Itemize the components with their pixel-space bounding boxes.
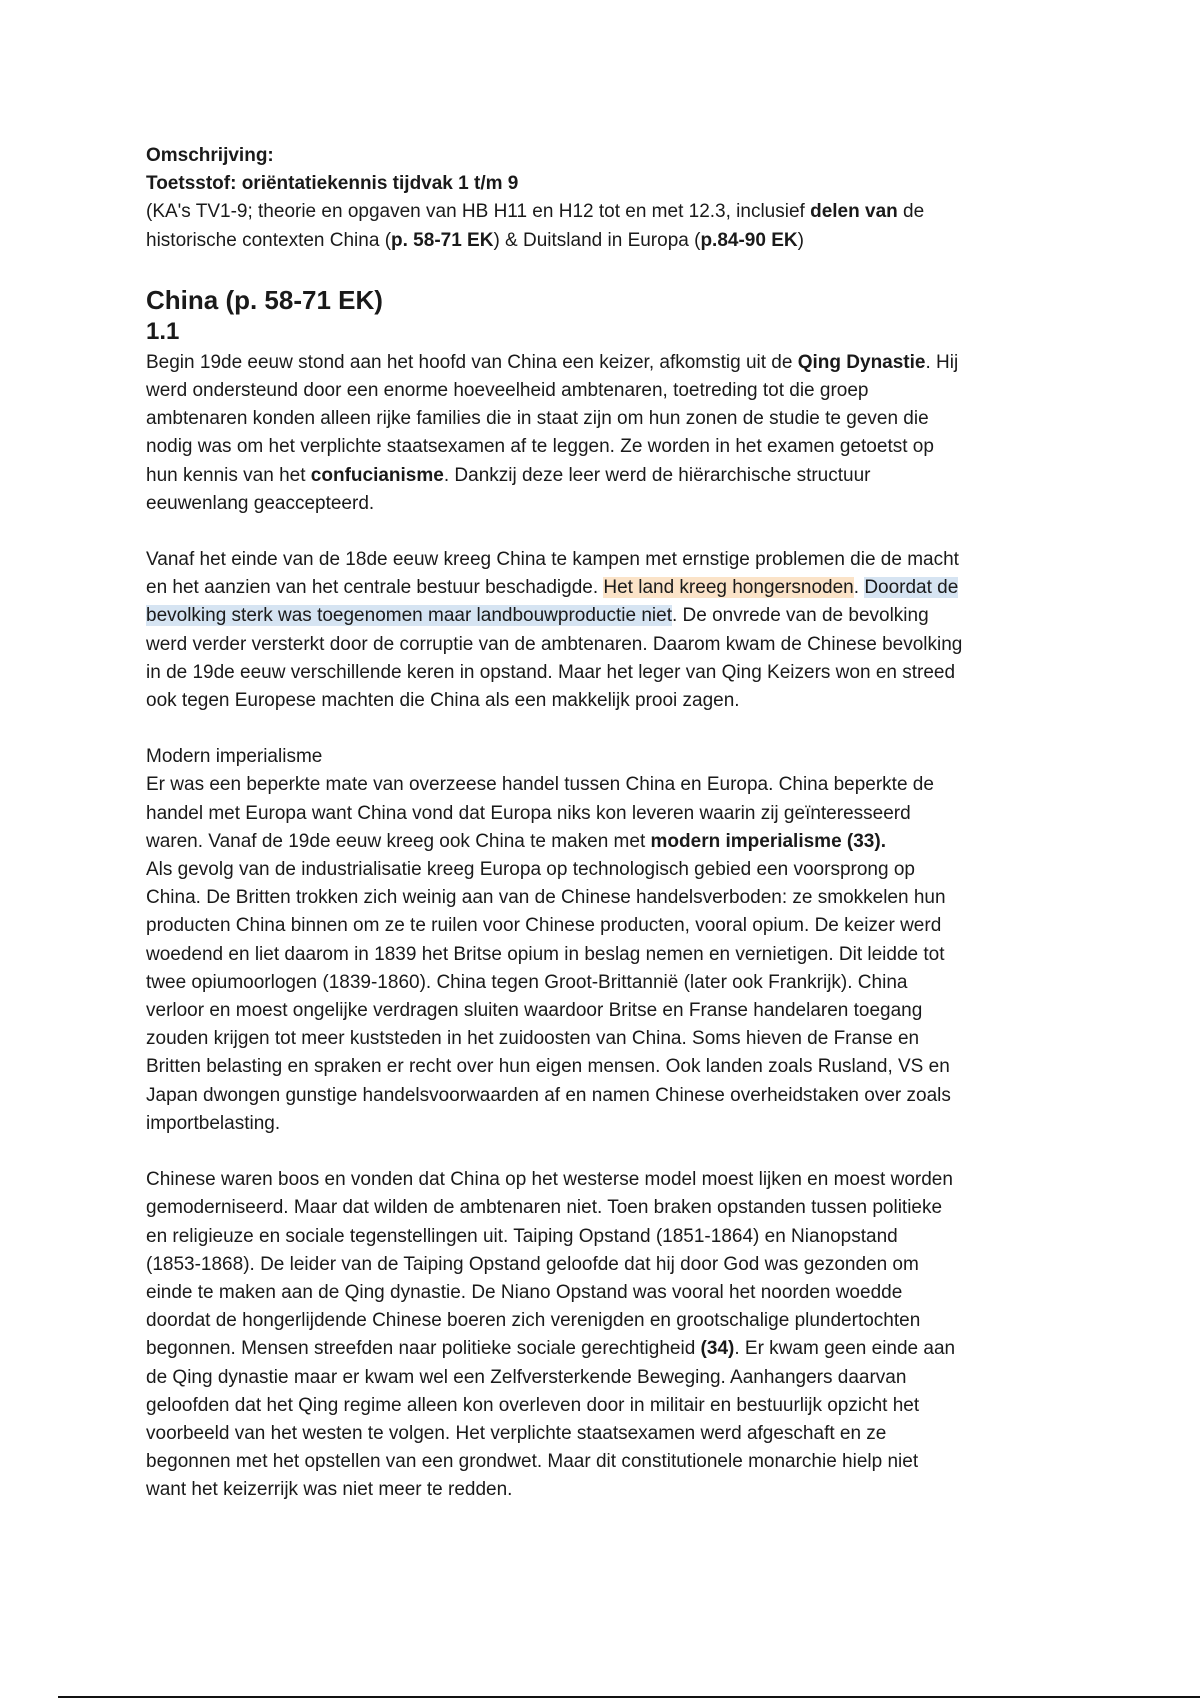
paragraph-line: handel met Europa want China vond dat Europa niks kon leveren waarin zij geïnteresseerd [146, 802, 911, 824]
paragraph-line: verloor en moest ongelijke verdragen sluiten waardoor Britse en Franse handelaren toegang [146, 1000, 923, 1022]
paragraph-line: de Qing dynastie maar er kwam wel een Zelfversterkende Beweging. Aanhangers daarvan [146, 1366, 907, 1388]
highlight-blue: Doordat de [864, 577, 959, 599]
intro-text: historische contexten China ( [146, 229, 392, 251]
paragraph-line: voorbeeld van het westen te volgen. Het verplichte staatsexamen werd afgeschaft en ze [146, 1422, 887, 1444]
intro-text: de [897, 201, 925, 223]
paragraph-line: Vanaf het einde van de 18de eeuw kreeg China te kampen met ernstige problemen die de macht [146, 549, 959, 571]
text: begonnen. Mensen streefden naar politieke sociale gerechtigheid [146, 1338, 701, 1360]
paragraph-line: Britten belasting en spraken er recht over hun eigen mensen. Ook landen zoals Rusland, VS en [146, 1056, 950, 1078]
intro-text: ) [797, 229, 804, 251]
paragraph-gap [146, 715, 1066, 743]
paragraph-line: geloofden dat het Qing regime alleen kon overleven door in militair en bestuurlijk opzicht het [146, 1394, 920, 1416]
paragraph-line: eeuwenlang geaccepteerd. [146, 492, 375, 514]
paragraph-line: China. De Britten trokken zich weinig aan van de Chinese handelsverboden: ze smokkelen hun [146, 887, 946, 909]
text: waren. Vanaf de 19de eeuw kreeg ook China te maken met [146, 830, 651, 852]
intro-block [146, 142, 1066, 255]
paragraph-line: twee opiumoorlogen (1839-1860). China tegen Groot-Brittannië (later ook Frankrijk). China [146, 971, 908, 993]
paragraph-2 [146, 546, 1066, 715]
paragraph-line: en religieuze en sociale tegenstellingen uit. Taiping Opstand (1851-1864) en Nianopstand [146, 1225, 898, 1247]
paragraph-line [146, 602, 1066, 630]
bottom-divider [58, 1696, 1200, 1698]
paragraph-line: doordat de hongerlijdende Chinese boeren zich verenigden en grootschalige plundertochten [146, 1310, 921, 1332]
paragraph-line [146, 1335, 1066, 1363]
paragraph-1 [146, 349, 1066, 518]
paragraph-3 [146, 743, 1066, 1138]
intro-text: (KA's TV1-9; theorie en opgaven van HB H11 en H12 tot en met 12.3, inclusief [146, 201, 811, 223]
paragraph-line: begonnen met het opstellen van een grondwet. Maar dit constitutionele monarchie hielp niet [146, 1451, 919, 1473]
paragraph-line [146, 349, 1066, 377]
intro-bold: p.84-90 EK [700, 229, 798, 251]
paragraph-line [146, 574, 1066, 602]
intro-bold: p. 58-71 EK [391, 229, 494, 251]
paragraph-line: einde te maken aan de Qing dynastie. De Niano Opstand was vooral het noorden woedde [146, 1281, 903, 1303]
intro-line-4 [146, 227, 1066, 255]
text: Begin 19de eeuw stond aan het hoofd van China een keizer, afkomstig uit de [146, 351, 798, 373]
paragraph-line: nodig was om het verplichte staatsexamen af te leggen. Ze worden in het examen getoetst op [146, 436, 934, 458]
heading-china: China (p. 58-71 EK) [146, 284, 383, 315]
highlight-blue: bevolking sterk was toegenomen maar landbouwproductie niet [146, 605, 672, 627]
paragraph-line: werd verder versterkt door de corruptie van de ambtenaren. Daarom kwam de Chinese bevolking [146, 633, 963, 655]
highlight-orange: Het land kreeg hongersnoden [603, 577, 854, 599]
paragraph-line: woedend en liet daarom in 1839 het Britse opium in beslag nemen en vernietigen. Dit leidde tot [146, 943, 945, 965]
paragraph-line: (1853-1868). De leider van de Taiping Opstand geloofde dat hij door God was gezonden om [146, 1253, 919, 1275]
toetsstof-line: Toetsstof: oriëntatiekennis tijdvak 1 t/m 9 [146, 173, 519, 195]
text: . [853, 577, 865, 599]
paragraph-4 [146, 1166, 1066, 1504]
bold-term: confucianisme [310, 464, 444, 486]
bold-term: modern imperialisme (33). [650, 830, 886, 852]
paragraph-line: Japan dwongen gunstige handelsvoorwaarden af en namen Chinese overheidstaken over zoals [146, 1084, 951, 1106]
paragraph-line: ook tegen Europese machten die China als een makkelijk prooi zagen. [146, 690, 740, 712]
text: en het aanzien van het centrale bestuur beschadigde. [146, 577, 604, 599]
paragraph-line: ambtenaren konden alleen rijke families die in staat zijn om hun zonen de studie te geven die [146, 408, 929, 430]
paragraph-line [146, 462, 1066, 490]
omschrijving-label: Omschrijving: [146, 145, 274, 166]
paragraph-line: want het keizerrijk was niet meer te redden. [146, 1479, 513, 1501]
paragraph-line: werd ondersteund door een enorme hoeveelheid ambtenaren, toetreding tot die groep [146, 380, 869, 402]
text: . Dankzij deze leer werd de hiërarchische structuur [443, 464, 871, 486]
bold-term: (34) [700, 1338, 735, 1360]
document-page [146, 142, 1066, 1505]
intro-text: ) & Duitsland in Europa ( [493, 229, 701, 251]
subsection-title: Modern imperialisme [146, 746, 323, 768]
text: hun kennis van het [146, 464, 311, 486]
text: . Er kwam geen einde aan [734, 1338, 956, 1360]
paragraph-line: Als gevolg van de industrialisatie kreeg Europa op technologisch gebied een voorsprong op [146, 859, 915, 881]
paragraph-gap [146, 1138, 1066, 1166]
intro-bold: delen van [810, 201, 898, 223]
intro-line-3 [146, 198, 1066, 226]
heading-section: 1.1 [146, 317, 180, 345]
paragraph-line: gemoderniseerd. Maar dat wilden de ambtenaren niet. Toen braken opstanden tussen politieke [146, 1197, 943, 1219]
paragraph-line [146, 828, 1066, 856]
paragraph-line: importbelasting. [146, 1112, 281, 1134]
paragraph-gap [146, 518, 1066, 546]
paragraph-line: in de 19de eeuw verschillende keren in opstand. Maar het leger van Qing Keizers won en streed [146, 661, 956, 683]
text: . De onvrede van de bevolking [671, 605, 929, 627]
paragraph-line: Er was een beperkte mate van overzeese handel tussen China en Europa. China beperkte de [146, 774, 934, 796]
paragraph-line: Chinese waren boos en vonden dat China op het westerse model moest lijken en moest worden [146, 1169, 953, 1191]
text: . Hij [925, 351, 959, 373]
paragraph-line: zouden krijgen tot meer kuststeden in het zuidoosten van China. Soms hieven de Franse en [146, 1028, 920, 1050]
paragraph-line: producten China binnen om ze te ruilen voor Chinese producten, vooral opium. De keizer werd [146, 915, 942, 937]
bold-term: Qing Dynastie [797, 351, 926, 373]
